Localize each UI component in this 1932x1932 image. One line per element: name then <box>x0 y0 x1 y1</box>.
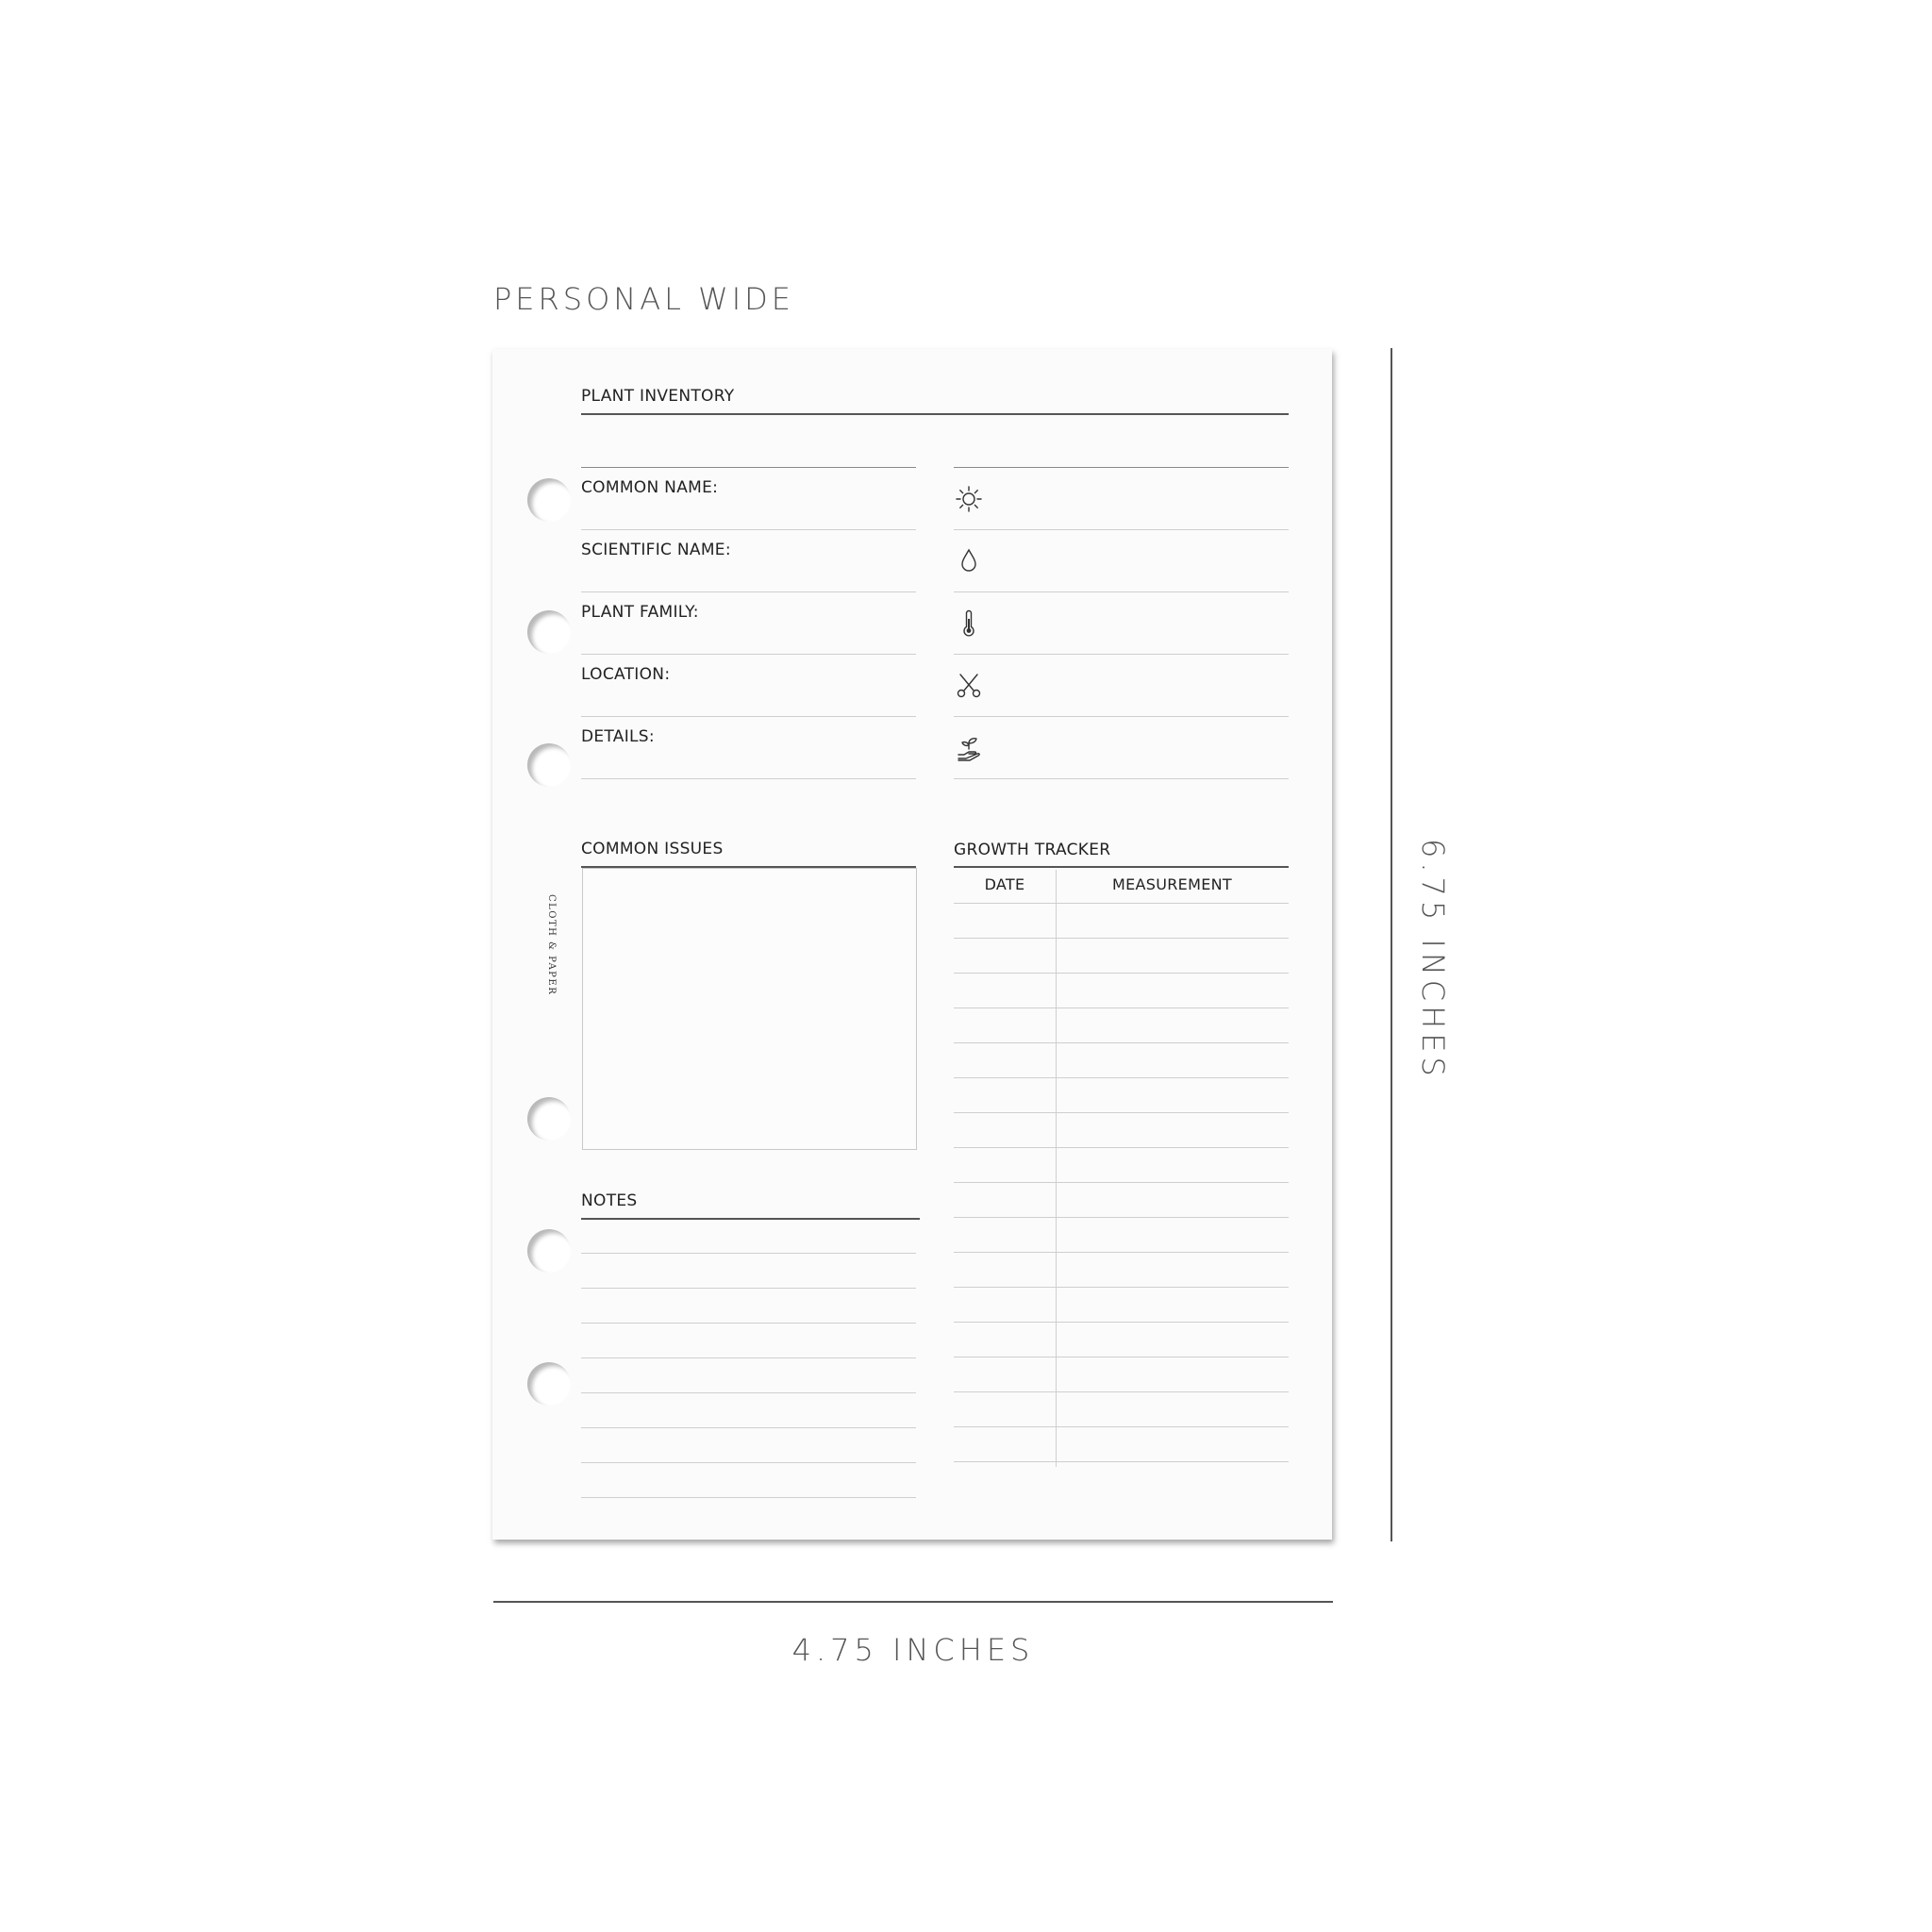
notes-line <box>581 1288 916 1289</box>
tracker-row-line <box>954 1287 1289 1288</box>
location-label: LOCATION: <box>581 665 671 684</box>
tracker-row-line <box>954 1112 1289 1113</box>
punch-hole <box>527 743 571 787</box>
field-rule <box>581 591 916 592</box>
measurement-column-header: MEASUREMENT <box>1112 875 1232 893</box>
page-title: PLANT INVENTORY <box>581 387 735 406</box>
tracker-row-line <box>954 1182 1289 1183</box>
fields-top-rule <box>581 467 916 468</box>
tracker-row-line <box>954 1252 1289 1253</box>
tracker-column-divider <box>1056 870 1057 1467</box>
notes-line <box>581 1357 916 1358</box>
tracker-row-line <box>954 1322 1289 1323</box>
height-dimension-label: 6.75 INCHES <box>1415 839 1451 1081</box>
field-rule <box>581 529 916 530</box>
notes-line <box>581 1392 916 1393</box>
scissors-icon <box>955 672 983 700</box>
title-rule <box>581 413 1289 415</box>
tracker-row-line <box>954 1217 1289 1218</box>
notes-line <box>581 1427 916 1428</box>
height-dimension-line <box>1391 348 1392 1541</box>
water-drop-icon <box>955 547 983 575</box>
brand-mark: CLOTH & PAPER <box>546 894 557 996</box>
details-label: DETAILS: <box>581 727 655 746</box>
plant-family-label: PLANT FAMILY: <box>581 603 699 622</box>
notes-line <box>581 1253 916 1254</box>
sun-icon <box>955 485 983 513</box>
scientific-name-label: SCIENTIFIC NAME: <box>581 541 731 559</box>
field-rule <box>581 778 916 779</box>
punch-hole <box>527 478 571 522</box>
planner-sheet <box>492 349 1332 1540</box>
size-name-label: PERSONAL WIDE <box>493 281 795 317</box>
punch-hole <box>527 1097 571 1141</box>
growth-tracker-rule <box>954 866 1289 868</box>
tracker-row-line <box>954 1147 1289 1148</box>
tracker-row-line <box>954 1426 1289 1427</box>
tracker-row-line <box>954 973 1289 974</box>
common-issues-heading: COMMON ISSUES <box>581 840 724 858</box>
care-rule <box>954 529 1289 530</box>
punch-hole <box>527 1229 571 1273</box>
tracker-row-line <box>954 903 1289 904</box>
tracker-row-line <box>954 1461 1289 1462</box>
care-rule <box>954 778 1289 779</box>
punch-hole <box>527 1362 571 1406</box>
date-column-header: DATE <box>984 875 1025 893</box>
growth-tracker-heading: GROWTH TRACKER <box>954 841 1111 859</box>
thermometer-icon <box>955 609 983 638</box>
care-rule <box>954 591 1289 592</box>
notes-rule <box>581 1218 920 1220</box>
common-issues-box[interactable] <box>582 868 917 1150</box>
tracker-row-line <box>954 1391 1289 1392</box>
punch-hole <box>527 610 571 654</box>
notes-line <box>581 1323 916 1324</box>
tracker-row-line <box>954 1042 1289 1043</box>
sprout-hand-icon <box>955 734 983 762</box>
care-rule <box>954 716 1289 717</box>
field-rule <box>581 716 916 717</box>
care-rule <box>954 654 1289 655</box>
notes-line <box>581 1462 916 1463</box>
width-dimension-label: 4.75 INCHES <box>791 1632 1035 1668</box>
notes-heading: NOTES <box>581 1191 638 1210</box>
width-dimension-line <box>493 1601 1333 1603</box>
tracker-row-line <box>954 1077 1289 1078</box>
notes-line <box>581 1497 916 1498</box>
common-name-label: COMMON NAME: <box>581 478 719 497</box>
care-top-rule <box>954 467 1289 468</box>
tracker-row-line <box>954 938 1289 939</box>
field-rule <box>581 654 916 655</box>
